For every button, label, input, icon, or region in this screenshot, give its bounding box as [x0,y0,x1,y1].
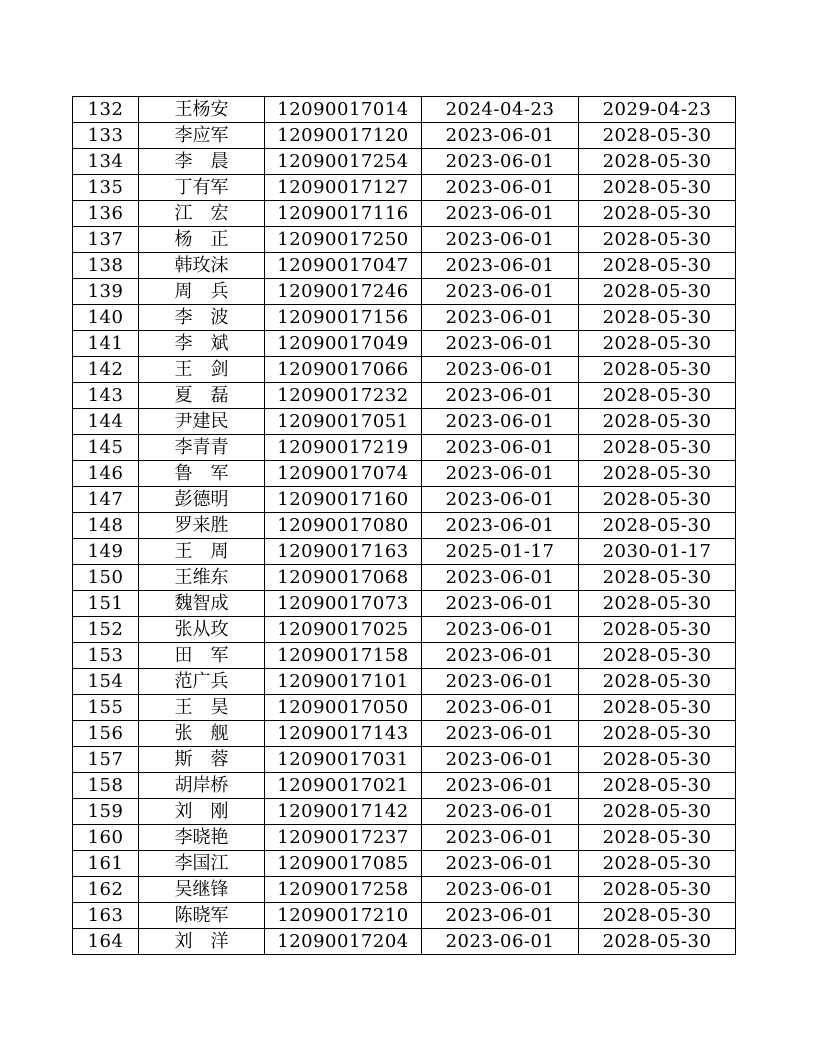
issue-date-cell: 2023-06-01 [422,149,579,175]
row-number-cell: 158 [73,773,139,799]
table-row [73,539,736,565]
row-number-cell: 146 [73,461,139,487]
row-number-cell: 145 [73,435,139,461]
certificate-number-cell: 12090017254 [265,149,422,175]
issue-date-cell: 2023-06-01 [422,721,579,747]
expiry-date-cell: 2028-05-30 [579,825,736,851]
issue-date-cell: 2023-06-01 [422,383,579,409]
certificate-number-cell: 12090017049 [265,331,422,357]
issue-date-cell: 2023-06-01 [422,565,579,591]
certificate-number-cell: 12090017127 [265,175,422,201]
row-number-cell: 164 [73,929,139,955]
issue-date-cell: 2023-06-01 [422,695,579,721]
issue-date-cell: 2023-06-01 [422,331,579,357]
row-number-cell: 144 [73,409,139,435]
person-name-cell: 李晓艳 [139,825,265,851]
expiry-date-cell: 2028-05-30 [579,227,736,253]
expiry-date-cell: 2028-05-30 [579,253,736,279]
issue-date-cell: 2024-04-23 [422,97,579,123]
row-number-cell: 134 [73,149,139,175]
issue-date-cell: 2023-06-01 [422,617,579,643]
table-row [73,227,736,253]
person-name-cell: 杨 正 [139,227,265,253]
certificate-number-cell: 12090017051 [265,409,422,435]
row-number-cell: 150 [73,565,139,591]
row-number-cell: 149 [73,539,139,565]
issue-date-cell: 2023-06-01 [422,903,579,929]
certificate-number-cell: 12090017116 [265,201,422,227]
person-name-cell: 江 宏 [139,201,265,227]
row-number-cell: 133 [73,123,139,149]
person-name-cell: 王 昊 [139,695,265,721]
expiry-date-cell: 2028-05-30 [579,409,736,435]
expiry-date-cell: 2028-05-30 [579,201,736,227]
expiry-date-cell: 2028-05-30 [579,435,736,461]
certificate-number-cell: 12090017232 [265,383,422,409]
issue-date-cell: 2023-06-01 [422,123,579,149]
issue-date-cell: 2023-06-01 [422,773,579,799]
expiry-date-cell: 2028-05-30 [579,669,736,695]
person-name-cell: 李 晨 [139,149,265,175]
person-name-cell: 尹建民 [139,409,265,435]
expiry-date-cell: 2028-05-30 [579,149,736,175]
row-number-cell: 163 [73,903,139,929]
certificate-number-cell: 12090017246 [265,279,422,305]
issue-date-cell: 2023-06-01 [422,643,579,669]
certificate-number-cell: 12090017219 [265,435,422,461]
expiry-date-cell: 2028-05-30 [579,383,736,409]
person-name-cell: 吴继锋 [139,877,265,903]
table-row [73,695,736,721]
issue-date-cell: 2025-01-17 [422,539,579,565]
expiry-date-cell: 2029-04-23 [579,97,736,123]
expiry-date-cell: 2030-01-17 [579,539,736,565]
person-name-cell: 田 军 [139,643,265,669]
certificate-number-cell: 12090017068 [265,565,422,591]
certificate-number-cell: 12090017085 [265,851,422,877]
table-row [73,435,736,461]
issue-date-cell: 2023-06-01 [422,461,579,487]
row-number-cell: 160 [73,825,139,851]
table-row [73,409,736,435]
issue-date-cell: 2023-06-01 [422,825,579,851]
table-row [73,643,736,669]
issue-date-cell: 2023-06-01 [422,799,579,825]
row-number-cell: 151 [73,591,139,617]
certificate-number-cell: 12090017143 [265,721,422,747]
certificate-number-cell: 12090017210 [265,903,422,929]
person-name-cell: 罗来胜 [139,513,265,539]
person-name-cell: 张 舰 [139,721,265,747]
table-row [73,617,736,643]
table-row [73,357,736,383]
person-name-cell: 范广兵 [139,669,265,695]
row-number-cell: 156 [73,721,139,747]
issue-date-cell: 2023-06-01 [422,305,579,331]
person-name-cell: 鲁 军 [139,461,265,487]
table-row [73,773,736,799]
person-name-cell: 夏 磊 [139,383,265,409]
table-row [73,201,736,227]
expiry-date-cell: 2028-05-30 [579,175,736,201]
table-row [73,149,736,175]
expiry-date-cell: 2028-05-30 [579,643,736,669]
table-row [73,383,736,409]
expiry-date-cell: 2028-05-30 [579,487,736,513]
row-number-cell: 143 [73,383,139,409]
expiry-date-cell: 2028-05-30 [579,799,736,825]
person-name-cell: 陈晓军 [139,903,265,929]
table-row [73,305,736,331]
table-row [73,331,736,357]
person-name-cell: 李 斌 [139,331,265,357]
table-row [73,851,736,877]
issue-date-cell: 2023-06-01 [422,591,579,617]
expiry-date-cell: 2028-05-30 [579,747,736,773]
table-row [73,747,736,773]
roster-table-body [73,97,736,955]
certificate-number-cell: 12090017066 [265,357,422,383]
certificate-number-cell: 12090017250 [265,227,422,253]
row-number-cell: 142 [73,357,139,383]
certificate-number-cell: 12090017160 [265,487,422,513]
expiry-date-cell: 2028-05-30 [579,929,736,955]
table-row [73,279,736,305]
expiry-date-cell: 2028-05-30 [579,279,736,305]
table-row [73,97,736,123]
issue-date-cell: 2023-06-01 [422,747,579,773]
certificate-number-cell: 12090017073 [265,591,422,617]
issue-date-cell: 2023-06-01 [422,253,579,279]
row-number-cell: 137 [73,227,139,253]
table-row [73,461,736,487]
expiry-date-cell: 2028-05-30 [579,591,736,617]
table-row [73,513,736,539]
table-row [73,877,736,903]
row-number-cell: 132 [73,97,139,123]
row-number-cell: 162 [73,877,139,903]
person-name-cell: 王 剑 [139,357,265,383]
expiry-date-cell: 2028-05-30 [579,903,736,929]
table-row [73,903,736,929]
person-name-cell: 王维东 [139,565,265,591]
person-name-cell: 胡岸桥 [139,773,265,799]
row-number-cell: 138 [73,253,139,279]
issue-date-cell: 2023-06-01 [422,669,579,695]
issue-date-cell: 2023-06-01 [422,929,579,955]
expiry-date-cell: 2028-05-30 [579,305,736,331]
table-row [73,175,736,201]
expiry-date-cell: 2028-05-30 [579,877,736,903]
table-row [73,253,736,279]
table-row [73,565,736,591]
certificate-number-cell: 12090017101 [265,669,422,695]
certificate-number-cell: 12090017163 [265,539,422,565]
expiry-date-cell: 2028-05-30 [579,123,736,149]
expiry-date-cell: 2028-05-30 [579,721,736,747]
row-number-cell: 152 [73,617,139,643]
table-row [73,487,736,513]
certificate-number-cell: 12090017120 [265,123,422,149]
row-number-cell: 154 [73,669,139,695]
certificate-number-cell: 12090017142 [265,799,422,825]
row-number-cell: 136 [73,201,139,227]
certificate-number-cell: 12090017074 [265,461,422,487]
certificate-number-cell: 12090017237 [265,825,422,851]
person-name-cell: 王杨安 [139,97,265,123]
row-number-cell: 140 [73,305,139,331]
issue-date-cell: 2023-06-01 [422,175,579,201]
person-name-cell: 彭德明 [139,487,265,513]
row-number-cell: 155 [73,695,139,721]
person-name-cell: 周 兵 [139,279,265,305]
expiry-date-cell: 2028-05-30 [579,773,736,799]
issue-date-cell: 2023-06-01 [422,435,579,461]
certificate-number-cell: 12090017047 [265,253,422,279]
table-row [73,669,736,695]
table-row [73,929,736,955]
row-number-cell: 139 [73,279,139,305]
person-name-cell: 李应军 [139,123,265,149]
issue-date-cell: 2023-06-01 [422,851,579,877]
certificate-number-cell: 12090017258 [265,877,422,903]
certificate-number-cell: 12090017158 [265,643,422,669]
row-number-cell: 135 [73,175,139,201]
expiry-date-cell: 2028-05-30 [579,617,736,643]
table-row [73,799,736,825]
row-number-cell: 157 [73,747,139,773]
expiry-date-cell: 2028-05-30 [579,695,736,721]
table-row [73,591,736,617]
expiry-date-cell: 2028-05-30 [579,513,736,539]
row-number-cell: 141 [73,331,139,357]
issue-date-cell: 2023-06-01 [422,279,579,305]
issue-date-cell: 2023-06-01 [422,201,579,227]
person-name-cell: 王 周 [139,539,265,565]
issue-date-cell: 2023-06-01 [422,487,579,513]
certificate-number-cell: 12090017021 [265,773,422,799]
person-name-cell: 丁有军 [139,175,265,201]
person-name-cell: 李青青 [139,435,265,461]
certificate-number-cell: 12090017050 [265,695,422,721]
expiry-date-cell: 2028-05-30 [579,357,736,383]
row-number-cell: 159 [73,799,139,825]
table-row [73,825,736,851]
person-name-cell: 刘 刚 [139,799,265,825]
person-name-cell: 魏智成 [139,591,265,617]
row-number-cell: 148 [73,513,139,539]
person-name-cell: 李国江 [139,851,265,877]
row-number-cell: 153 [73,643,139,669]
person-name-cell: 斯 蓉 [139,747,265,773]
certificate-number-cell: 12090017025 [265,617,422,643]
expiry-date-cell: 2028-05-30 [579,331,736,357]
issue-date-cell: 2023-06-01 [422,513,579,539]
table-row [73,123,736,149]
roster-table [72,96,736,955]
certificate-number-cell: 12090017204 [265,929,422,955]
person-name-cell: 张从玫 [139,617,265,643]
certificate-number-cell: 12090017031 [265,747,422,773]
row-number-cell: 147 [73,487,139,513]
certificate-number-cell: 12090017156 [265,305,422,331]
person-name-cell: 李 波 [139,305,265,331]
table-row [73,721,736,747]
person-name-cell: 韩玫沫 [139,253,265,279]
certificate-number-cell: 12090017014 [265,97,422,123]
issue-date-cell: 2023-06-01 [422,357,579,383]
issue-date-cell: 2023-06-01 [422,227,579,253]
certificate-number-cell: 12090017080 [265,513,422,539]
expiry-date-cell: 2028-05-30 [579,851,736,877]
expiry-date-cell: 2028-05-30 [579,565,736,591]
issue-date-cell: 2023-06-01 [422,409,579,435]
person-name-cell: 刘 洋 [139,929,265,955]
expiry-date-cell: 2028-05-30 [579,461,736,487]
row-number-cell: 161 [73,851,139,877]
issue-date-cell: 2023-06-01 [422,877,579,903]
